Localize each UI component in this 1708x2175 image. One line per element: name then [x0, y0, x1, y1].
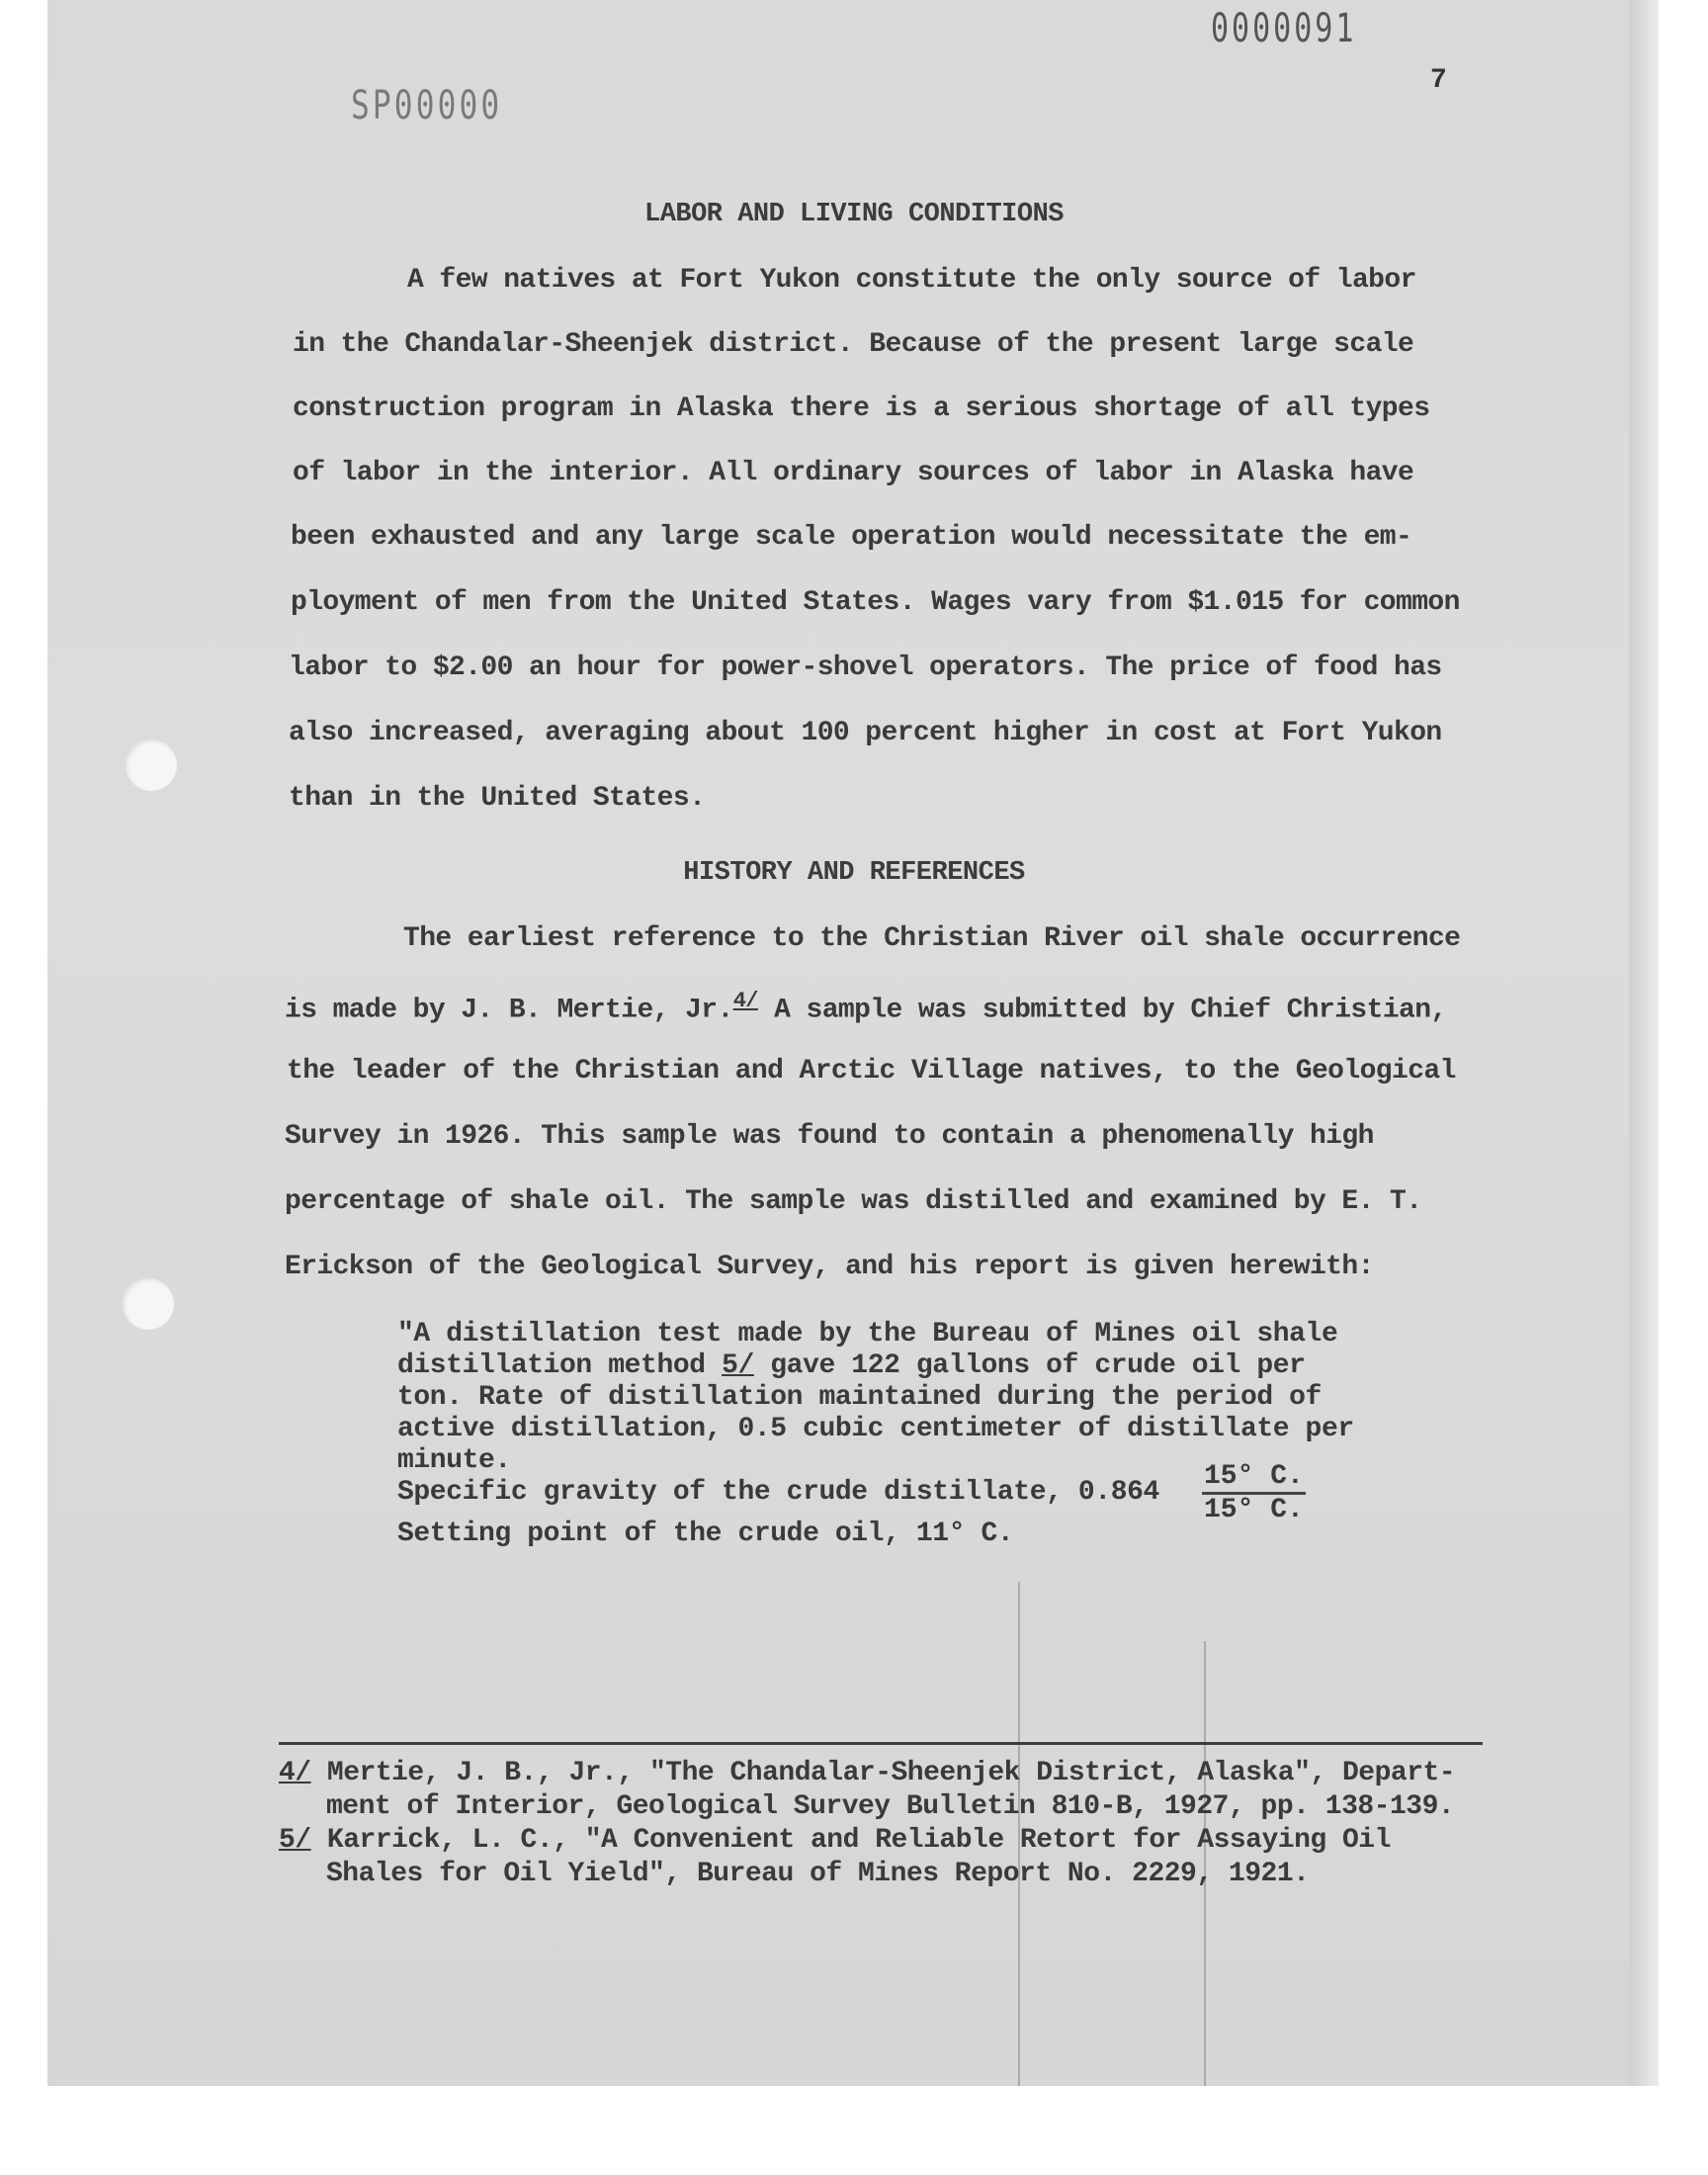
paragraph-line: than in the United States. — [289, 783, 706, 814]
paragraph-line: labor to $2.00 an hour for power-shovel operators. The price of food has — [289, 652, 1442, 683]
footnote-reference-5: 5/ — [722, 1350, 754, 1381]
quote-line: Setting point of the crude oil, 11° C. — [397, 1519, 1014, 1549]
page-number: 7 — [1430, 65, 1447, 96]
paragraph-line: percentage of shale oil. The sample was distilled and examined by E. T. — [285, 1186, 1422, 1217]
text-segment: distillation method — [397, 1350, 723, 1381]
paragraph-line: The earliest reference to the Christian River oil shale occurrence — [403, 923, 1461, 954]
fraction-numerator: 15° C. — [1202, 1461, 1306, 1495]
punch-hole-lower — [123, 1278, 174, 1330]
punch-hole-upper — [126, 740, 177, 791]
page-edge — [1629, 0, 1659, 2086]
temperature-fraction — [1202, 1461, 1306, 1525]
document-number-stamp: 0000091 — [1211, 6, 1357, 51]
quote-line: "A distillation test made by the Bureau of Mines oil shale — [397, 1319, 1338, 1349]
footnote-text: Karrick, L. C., "A Convenient and Reliable Retort for Assaying Oil — [310, 1825, 1391, 1856]
paragraph-line: ployment of men from the United States. Wages vary from $1.015 for common — [291, 587, 1460, 618]
section-heading-labor: LABOR AND LIVING CONDITIONS — [644, 200, 1064, 229]
paragraph-line: also increased, averaging about 100 percent higher in cost at Fort Yukon — [289, 718, 1442, 748]
footnote-divider — [279, 1742, 1483, 1745]
document-id-stamp: SP00000 — [351, 83, 503, 129]
paragraph-line: Erickson of the Geological Survey, and his report is given herewith: — [285, 1252, 1374, 1282]
quote-line: ton. Rate of distillation maintained during the period of — [397, 1382, 1322, 1413]
section-heading-history: HISTORY AND REFERENCES — [683, 858, 1025, 888]
text-segment: A sample was submitted by Chief Christian, — [757, 995, 1447, 1026]
footnote-4 — [279, 1758, 1455, 1788]
quote-line: minute. — [397, 1445, 511, 1476]
paragraph-line: of labor in the interior. All ordinary sources of labor in Alaska have — [293, 458, 1414, 488]
footnote-4-continued: ment of Interior, Geological Survey Bulletin 810-B, 1927, pp. 138-139. — [326, 1791, 1455, 1822]
text-segment: is made by J. B. Mertie, Jr. — [285, 995, 733, 1026]
quote-line-with-footnote-ref — [397, 1350, 1306, 1381]
footnote-marker: 4/ — [279, 1758, 311, 1788]
footnote-marker: 5/ — [279, 1825, 311, 1856]
paragraph-line: the leader of the Christian and Arctic Village natives, to the Geological — [287, 1056, 1456, 1087]
paragraph-line: construction program in Alaska there is a serious shortage of all types — [293, 393, 1430, 424]
quote-line: Specific gravity of the crude distillate, 0.864 — [397, 1477, 1159, 1508]
paragraph-line: been exhausted and any large scale operation would necessitate the em- — [291, 522, 1412, 553]
text-segment: gave 122 gallons of crude oil per — [753, 1350, 1306, 1381]
paragraph-line-with-footnote-ref — [285, 989, 1447, 1025]
paragraph-line: A few natives at Fort Yukon constitute the only source of labor — [407, 265, 1416, 296]
quote-line: active distillation, 0.5 cubic centimeter of distillate per — [397, 1414, 1354, 1444]
paragraph-line: in the Chandalar-Sheenjek district. Because of the present large scale — [293, 329, 1414, 360]
paragraph-line: Survey in 1926. This sample was found to contain a phenomenally high — [285, 1121, 1374, 1152]
footnote-reference-4: 4/ — [732, 989, 758, 1013]
fraction-denominator: 15° C. — [1204, 1495, 1304, 1525]
footnote-5-continued: Shales for Oil Yield", Bureau of Mines Report No. 2229, 1921. — [326, 1859, 1310, 1889]
footnote-text: Mertie, J. B., Jr., "The Chandalar-Sheenjek District, Alaska", Depart- — [310, 1758, 1456, 1788]
footnote-5 — [279, 1825, 1391, 1856]
